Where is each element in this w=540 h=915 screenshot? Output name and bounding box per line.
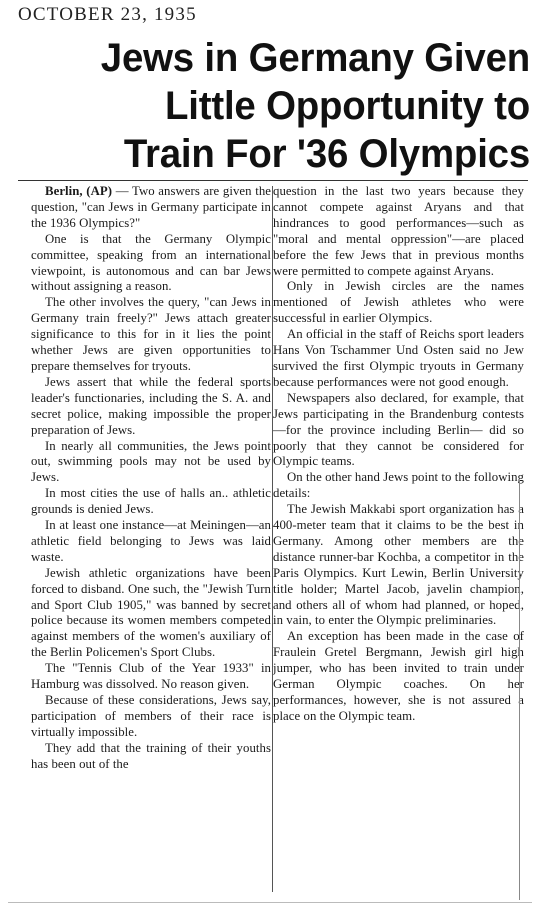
article-paragraph: Jewish athletic organizations have been forced to disband. One such, the "Jewish Turn and Sport Club 1905," was banned by secret police because its women members competed against members of the women's auxiliary of the Berlin Policemen's Sport Clubs. <box>31 565 271 660</box>
page-bottom-rule <box>8 902 532 903</box>
article-paragraph: In at least one instance—at Meiningen—an athletic field belonging to Jews was laid waste. <box>31 518 271 564</box>
headline-line-1: Jews in Germany Given <box>100 36 530 80</box>
article-paragraph: The "Tennis Club of the Year 1933" in Hamburg was dissolved. No reason given. <box>31 661 271 692</box>
page-edge-mark <box>516 480 520 900</box>
article-paragraph <box>31 184 271 232</box>
article-paragraph: They add that the training of their youths has been out of the <box>31 740 271 771</box>
article-paragraph: Only in Jewish circles are the names mentioned of Jewish athletes who were successful in earlier Olympics. <box>273 279 524 326</box>
article-paragraph: Newspapers also declared, for example, that Jews participating in the Brandenburg contests—for the province including Berlin— did so poorly that they cannot be considered for Olympic teams. <box>273 390 524 469</box>
article-lead-text: — Two answers are given the question, "can Jews in Germany participate in the 1936 Olympics?" <box>31 184 271 230</box>
article-dateline: Berlin, (AP) <box>45 184 113 198</box>
article-paragraph: The other involves the query, "can Jews in Germany train freely?" Jews attach greater significance to this for in it lies the point whether Jews are given opportunities to prepare themselves for tryouts. <box>31 295 271 373</box>
article-paragraph: An official in the staff of Reichs sport leaders Hans Von Tschammer Und Osten said no Jew survived the first Olympic tryouts in Germany because performances were not good enough. <box>273 327 524 389</box>
article-paragraph: The Jewish Makkabi sport organization has a 400-meter team that it claims to be the best in Germany. Among other members are the distance runner-bar Kochba, a competitor in the Paris Olympics. Kurt Lewin, Berlin University title holder; Martel Jacob, javelin champion, and others all of whom had planned, or hoped, in vain, to enter the Olympic preliminaries. <box>273 502 524 628</box>
article-paragraph: An exception has been made in the case of Fraulein Gretel Bergmann, Jewish girl high jumper, who has been invited to train under German Olympic coaches. On her performances, however, she is not assured a place on the Olympic team. <box>273 629 524 723</box>
article-column-right <box>273 184 524 899</box>
article-paragraph: In nearly all communities, the Jews point out, swimming pools may not be used by Jews. <box>31 438 271 485</box>
article-paragraph: Jews assert that while the federal sports leader's functionaries, including the S. A. and secret police, making impossible the proper preparation of Jews. <box>31 374 271 437</box>
article-paragraph: On the other hand Jews point to the following details: <box>273 470 524 501</box>
article-paragraph: One is that the Germany Olympic committee, speaking from an international viewpoint, is autonomous and can bar Jews without assigning a reason. <box>31 231 271 294</box>
article-column-left <box>31 184 271 899</box>
article-paragraph-continued: question in the last two years because they cannot compete against Aryans and that hindrances to good performances—such as "moral and mental oppression"—are placed before the few Jews that in previous months were permitted to compete against Aryans. <box>273 184 524 278</box>
headline-rule <box>18 180 528 181</box>
article-body <box>0 184 540 899</box>
headline-line-3: Train For '36 Olympics <box>123 132 531 176</box>
headline <box>31 34 530 178</box>
article-paragraph: In most cities the use of halls an.. athletic grounds is denied Jews. <box>31 486 271 517</box>
article-paragraph: Because of these considerations, Jews say, participation of members of their race is virtually impossible. <box>31 693 271 739</box>
issue-date: OCTOBER 23, 1935 <box>18 4 197 25</box>
headline-line-2: Little Opportunity to <box>165 84 530 128</box>
